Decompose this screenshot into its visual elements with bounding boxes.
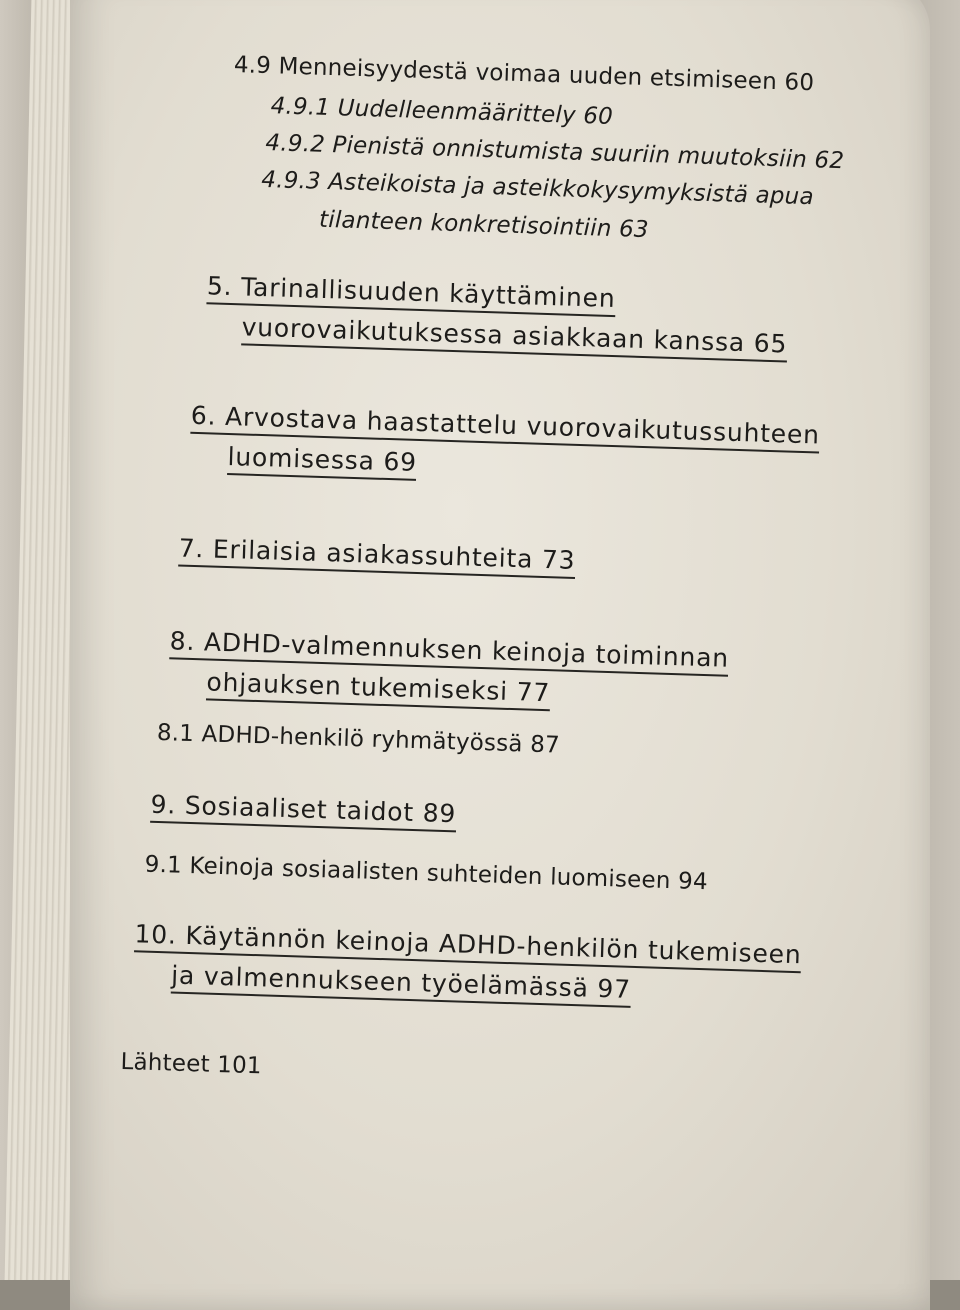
toc-entry-4-9-1: 4.9.1 Uudelleenmäärittely 60: [270, 93, 614, 130]
toc-entry-8-1: 8.1 ADHD-henkilö ryhmätyössä 87: [156, 719, 561, 759]
toc-entry-references: Lähteet 101: [120, 1048, 263, 1080]
toc-entry-4-9-3: 4.9.3 Asteikoista ja asteikkokysymyksistä apua: [260, 166, 815, 211]
toc-chapter-10: 10. Käytännön keinoja ADHD-henkilön tukemiseen: [134, 919, 802, 973]
toc-chapter-10-continued: ja valmennukseen työelämässä 97: [171, 960, 632, 1007]
toc-chapter-8-continued: ohjauksen tukemiseksi 77: [206, 667, 551, 711]
toc-chapter-7: 7. Erilaisia asiakassuhteita 73: [178, 533, 576, 578]
toc-chapter-6-continued: luomisessa 69: [227, 442, 417, 481]
toc-chapter-8: 8. ADHD-valmennuksen keinoja toiminnan: [169, 626, 729, 677]
toc-entry-4-9: 4.9 Menneisyydestä voimaa uuden etsimiseen 60: [233, 51, 815, 97]
toc-entry-9-1: 9.1 Keinoja sosiaalisten suhteiden luomiseen 94: [144, 851, 709, 896]
toc-chapter-6: 6. Arvostava haastattelu vuorovaikutussuhteen: [190, 401, 820, 454]
toc-entry-4-9-2: 4.9.2 Pienistä onnistumista suuriin muutoksiin 62: [265, 130, 845, 175]
toc-chapter-5-continued: vuorovaikutuksessa asiakkaan kanssa 65: [241, 312, 787, 362]
toc-entry-4-9-3-continued: tilanteen konkretisointiin 63: [318, 206, 650, 244]
toc-chapter-9: 9. Sosiaaliset taidot 89: [150, 790, 457, 833]
toc-chapter-5: 5. Tarinallisuuden käyttäminen: [206, 271, 616, 317]
